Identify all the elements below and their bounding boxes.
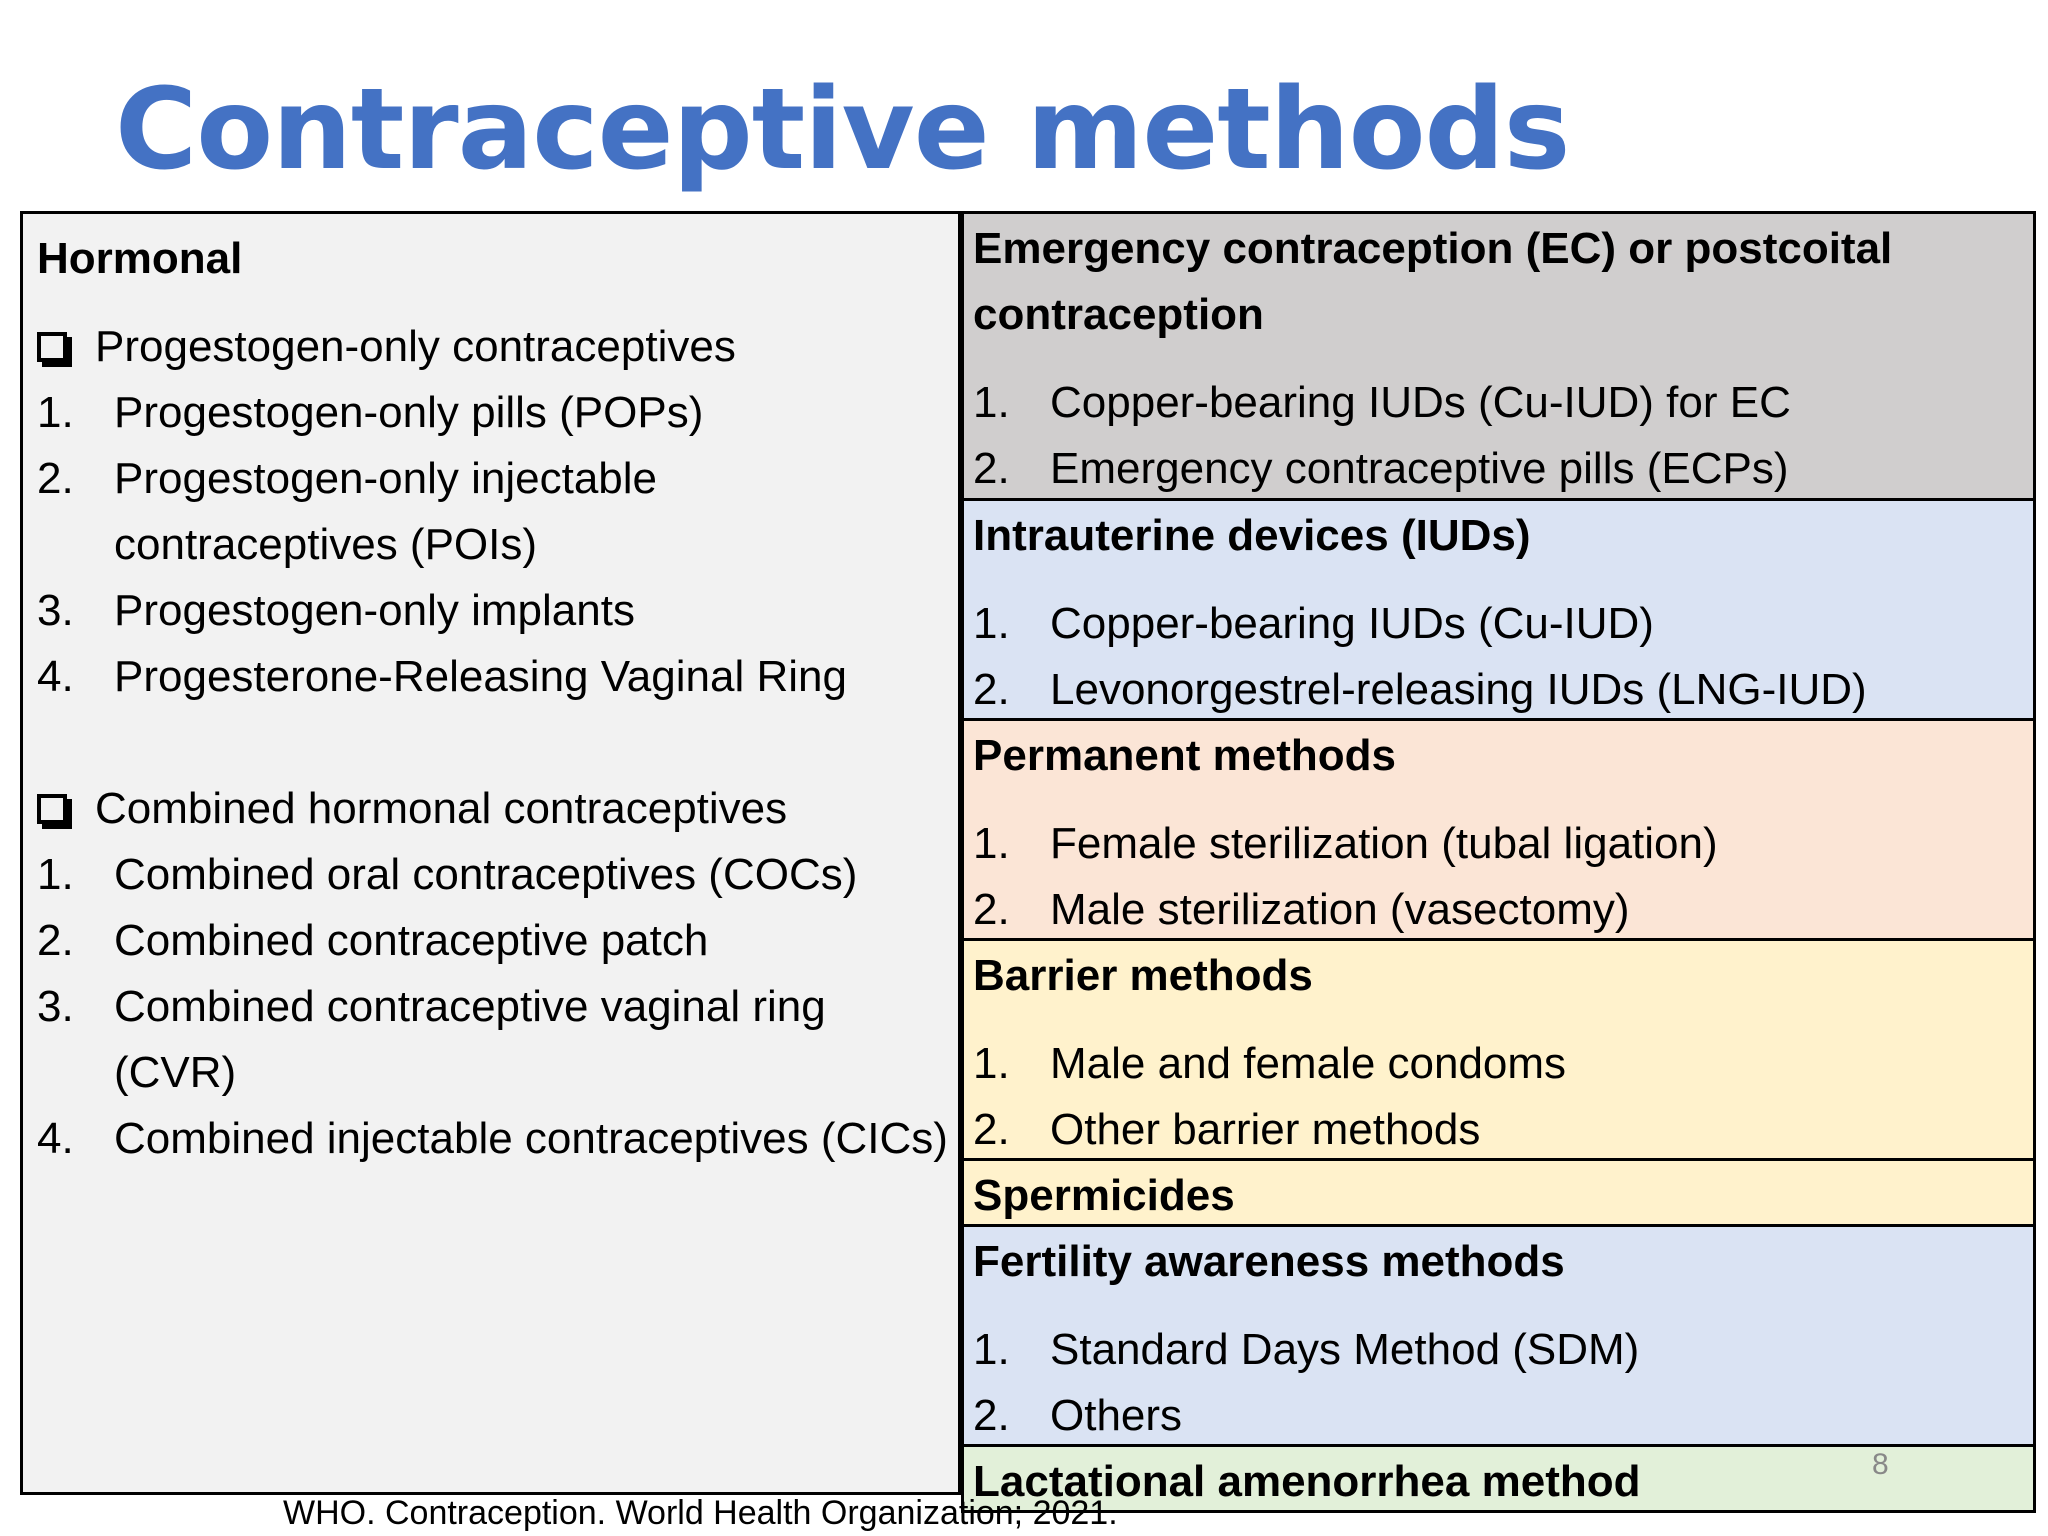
checkbox-bullet-icon (37, 794, 67, 824)
page-number: 8 (1872, 1448, 1889, 1481)
list-item: 4. Combined injectable contraceptives (CICs) (37, 1114, 948, 1163)
list-item: 2. Emergency contraceptive pills (ECPs) (973, 444, 1789, 493)
section-heading: Fertility awareness methods (973, 1237, 1565, 1286)
list-item: 2. Combined contraceptive patch (37, 916, 709, 965)
list-item: 4. Progesterone-Releasing Vaginal Ring (37, 652, 847, 701)
progestogen-only-subheading: Progestogen-only contraceptives (37, 314, 948, 380)
checkbox-bullet-icon (37, 332, 67, 362)
list-item: 2. Other barrier methods (973, 1105, 1481, 1154)
list-item: 2. Levonorgestrel-releasing IUDs (LNG-IUD) (973, 665, 1867, 714)
iud-section (961, 498, 2036, 721)
list-item: 2. Progestogen-only injectable contraceptives (POIs) (37, 454, 658, 569)
list-item: 1. Male and female condoms (973, 1039, 1567, 1088)
emergency-contraception-section (961, 211, 2036, 501)
fertility-awareness-section (961, 1224, 2036, 1447)
list-item: 2. Male sterilization (vasectomy) (973, 885, 1630, 934)
combined-hormonal-subheading: Combined hormonal contraceptives (37, 776, 948, 842)
barrier-methods-section (961, 938, 2036, 1161)
list-item: 1. Female sterilization (tubal ligation) (973, 819, 1718, 868)
section-heading: Intrauterine devices (IUDs) (973, 511, 1531, 560)
list-item: 1. Copper-bearing IUDs (Cu-IUD) (973, 599, 1654, 648)
list-item: 1. Copper-bearing IUDs (Cu-IUD) for EC (973, 378, 1791, 427)
list-item: 3. Progestogen-only implants (37, 586, 635, 635)
list-item: 1. Standard Days Method (SDM) (973, 1325, 1640, 1374)
hormonal-heading: Hormonal (37, 234, 243, 283)
section-heading: Permanent methods (973, 731, 1396, 780)
section-heading: Spermicides (973, 1171, 1235, 1220)
list-item: 1. Combined oral contraceptives (COCs) (37, 850, 858, 899)
slide-title: Contraceptive methods (115, 65, 1570, 195)
citation: WHO. Contraception. World Health Organization; 2021. (283, 1494, 1118, 1532)
hormonal-panel (20, 211, 961, 1495)
section-heading: Emergency contraception (EC) or postcoital contraception (973, 224, 1893, 339)
section-heading: Barrier methods (973, 951, 1313, 1000)
list-item: 2. Others (973, 1391, 1183, 1440)
spermicides-section (961, 1158, 2036, 1227)
permanent-methods-section (961, 718, 2036, 941)
list-item: 3. Combined contraceptive vaginal ring (CVR) (37, 982, 826, 1097)
section-heading: Lactational amenorrhea method (973, 1457, 1641, 1506)
list-item: 1. Progestogen-only pills (POPs) (37, 388, 704, 437)
